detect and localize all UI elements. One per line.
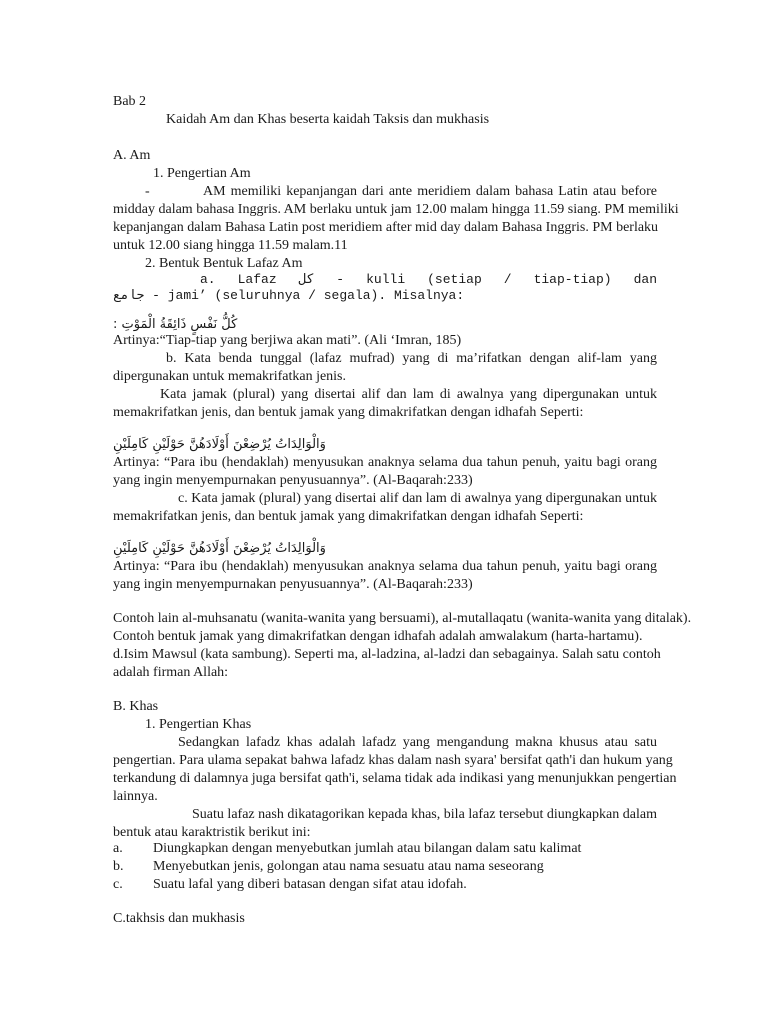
list-marker: b. <box>113 859 124 874</box>
section-b-heading: B. Khas <box>113 699 159 714</box>
document-title: Kaidah Am dan Khas beserta kaidah Taksis dan mukhasis <box>166 112 490 127</box>
paragraph-line: terkandung di dalamnya juga bersifat qath'i, selama tidak ada indikasi yang menunjukkan pengertian <box>113 771 677 786</box>
paragraph-line: bentuk atau karaktristik berikut ini: <box>113 825 311 840</box>
section-a-subheading-1: 1. Pengertian Am <box>153 166 251 181</box>
paragraph-line: Sedangkan lafadz khas adalah lafadz yang mengandung makna khusus atau satu <box>178 735 657 750</box>
list-item: Menyebutkan jenis, golongan atau nama sesuatu atau nama seseorang <box>153 859 544 874</box>
point-a-line: جامع - jami’ (seluruhnya / segala). Misalnya: <box>113 288 465 303</box>
verse-translation: yang ingin menyempurnakan penyusuannya”. (Al-Baqarah:233) <box>113 473 473 488</box>
verse-translation: Artinya: “Para ibu (hendaklah) menyusukan anaknya selama dua tahun penuh, yaitu bagi orang <box>113 559 657 574</box>
list-item: Suatu lafal yang diberi batasan dengan sifat atau idofah. <box>153 877 467 892</box>
section-a-heading: A. Am <box>113 148 151 163</box>
point-d-line: d.Isim Mawsul (kata sambung). Seperti ma, al-ladzina, al-ladzi dan sebagainya. Salah satu contoh <box>113 647 661 662</box>
paragraph-line: AM memiliki kepanjangan dari ante meridiem dalam bahasa Latin atau before <box>203 184 657 199</box>
verse-translation: yang ingin menyempurnakan penyusuannya”. (Al-Baqarah:233) <box>113 577 473 592</box>
point-b-line: b. Kata benda tunggal (lafaz mufrad) yang di ma’rifatkan dengan alif-lam yang <box>166 351 657 366</box>
paragraph-line: Contoh lain al-muhsanatu (wanita-wanita yang bersuami), al-mutallaqatu (wanita-wanita yang ditalak). <box>113 611 692 626</box>
section-b-subheading-1: 1. Pengertian Khas <box>145 717 252 732</box>
verse-translation: Artinya:“Tiap-tiap yang berjiwa akan mati”. (Ali ‘Imran, 185) <box>113 333 462 348</box>
point-a-line: a. Lafaz كل - kulli (setiap / tiap-tiap) dan <box>200 272 657 287</box>
point-d-line: adalah firman Allah: <box>113 665 229 680</box>
section-c-heading: C.takhsis dan mukhasis <box>113 911 245 926</box>
paragraph-line: untuk 12.00 siang hingga 11.59 malam.11 <box>113 238 348 253</box>
list-marker: c. <box>113 877 123 892</box>
paragraph-line: pengertian. Para ulama sepakat bahwa lafadz khas dalam nash syara' bersifat qath'i dan hukum yang <box>113 753 673 768</box>
paragraph-line: Kata jamak (plural) yang disertai alif dan lam di awalnya yang dipergunakan untuk <box>160 387 657 402</box>
point-c-line: c. Kata jamak (plural) yang disertai alif dan lam di awalnya yang dipergunakan untuk <box>178 491 657 506</box>
paragraph-line: Suatu lafaz nash dikatagorikan kepada khas, bila lafaz tersebut diungkapkan dalam <box>192 807 657 822</box>
arabic-verse: كُلُّ نَفْسٍ ذَائِقَةُ الْمَوْتِ : <box>113 317 238 332</box>
paragraph-line: midday dalam bahasa Inggris. AM berlaku untuk jam 12.00 malam hingga 11.59 siang. PM memiliki <box>113 202 679 217</box>
list-dash: - <box>145 184 150 199</box>
verse-translation: Artinya: “Para ibu (hendaklah) menyusukan anaknya selama dua tahun penuh, yaitu bagi orang <box>113 455 657 470</box>
section-a-subheading-2: 2. Bentuk Bentuk Lafaz Am <box>145 256 303 271</box>
list-marker: a. <box>113 841 123 856</box>
paragraph-line: lainnya. <box>113 789 158 804</box>
paragraph-line: memakrifatkan jenis, dan bentuk jamak yang dimakrifatkan dengan idhafah Seperti: <box>113 405 584 420</box>
paragraph-line: kepanjangan dalam Bahasa Latin post meridiem after mid day dalam Bahasa Inggris. PM berlaku <box>113 220 659 235</box>
arabic-verse: وَالْوَالِدَاتُ يُرْضِعْنَ أَوْلَادَهُنَّ حَوْلَيْنِ كَامِلَيْنِ <box>113 541 326 556</box>
point-b-line: dipergunakan untuk memakrifatkan jenis. <box>113 369 347 384</box>
list-item: Diungkapkan dengan menyebutkan jumlah atau bilangan dalam satu kalimat <box>153 841 582 856</box>
arabic-verse: وَالْوَالِدَاتُ يُرْضِعْنَ أَوْلَادَهُنَّ حَوْلَيْنِ كَامِلَيْنِ <box>113 437 326 452</box>
paragraph-line: Contoh bentuk jamak yang dimakrifatkan dengan idhafah adalah amwalakum (harta-hartamu). <box>113 629 643 644</box>
point-c-line: memakrifatkan jenis, dan bentuk jamak yang dimakrifatkan dengan idhafah Seperti: <box>113 509 584 524</box>
chapter-label: Bab 2 <box>113 94 147 109</box>
